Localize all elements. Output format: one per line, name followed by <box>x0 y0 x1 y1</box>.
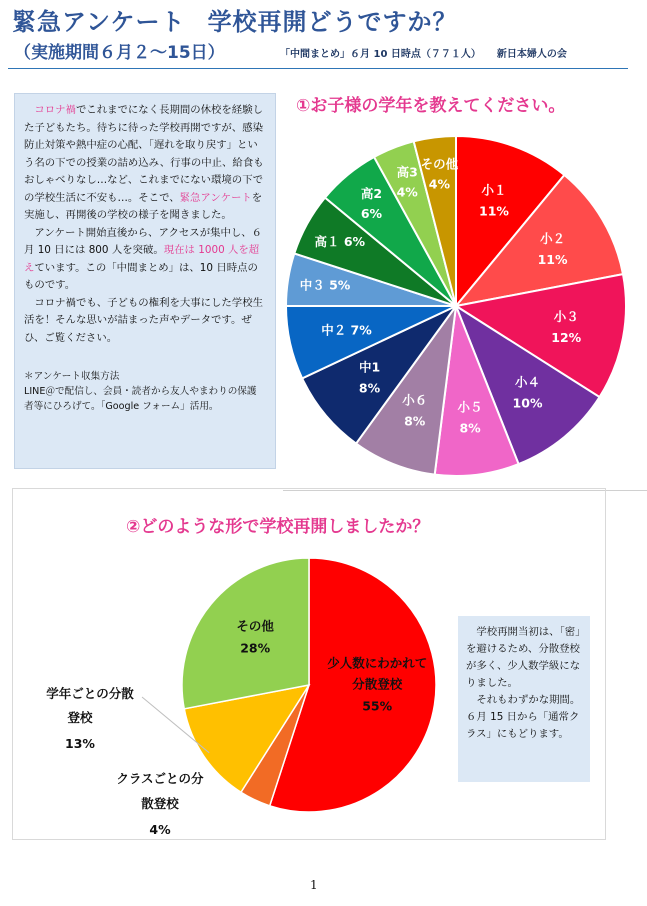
slice-label-grade: 小１ <box>481 182 507 198</box>
title-part-1: 緊急アンケート <box>12 8 186 36</box>
side-note-paragraph-1: 学校再開当初は、「密」を避けるため、分散登校が多く、少人数学級になりました。 <box>466 626 581 689</box>
slice-value-grade: 4% <box>428 176 450 192</box>
slice-value-format: 28% <box>240 640 271 656</box>
slice-label-grade: 小６ <box>402 392 428 408</box>
slice-label-grade: 小２ <box>540 230 566 246</box>
slice-value-grade: 8% <box>358 380 381 396</box>
slice-value-grade: 8% <box>404 413 426 429</box>
q2-chart-title: ②どのような形で学校再開しましたか？ <box>126 517 430 537</box>
intro-text: でこれまでになく長期間の休校を経験した子どもたち。待ちに待った学校再開ですが、感染防止対策や熱中症の心配、「遅れを取り戻す」という名の下での授業の詰め込み、行事の中止、給食もおしゃべりなし…など、これまでにない環境の下での学校生活に不安も…。そこで、 <box>24 104 264 204</box>
slice-value-format: 4% <box>149 822 171 837</box>
slice-label-format: 少人数にわかれて <box>327 655 428 671</box>
intro-highlight-covid: コロナ禍 <box>34 104 76 116</box>
slice-label-format: その他 <box>236 618 274 634</box>
intro-text: ています。この「中間まとめ」は、10 日時点のものです。 <box>24 261 258 291</box>
slice-label-grade: 小５ <box>457 399 483 415</box>
q1-chart-title: ①お子様の学年を教えてください。 <box>296 96 566 116</box>
slice-label-grade: 小３ <box>553 309 579 325</box>
slice-value-format: 55% <box>362 698 393 714</box>
slice-value-grade: 11% <box>537 251 568 267</box>
slice-label-grade: 高１ 6% <box>314 234 366 250</box>
slice-label-format: 学年ごとの分散 <box>46 686 134 701</box>
intro-text: アンケート開始直後から、アクセスが集中し、６月 10 日には 800 人を突破。 <box>24 226 263 256</box>
title-part-2: 学校再開どうですか？ <box>207 8 458 36</box>
slice-label-format: 登校 <box>67 710 93 725</box>
slice-label-grade: 中２ 7% <box>321 322 372 338</box>
interim-date: 「中間まとめ」６月 10 日時点（７７１人） <box>280 49 481 60</box>
intro-paragraph-3: コロナ禍でも、子どもの権利を大事にした学校生活を！そんな思いが詰まった声やデータです。ぜひ、ご覧ください。 <box>24 296 263 344</box>
intro-highlight-survey: 緊急アンケート <box>179 191 252 204</box>
survey-period: （実施期間６月２〜15日） <box>14 43 225 63</box>
slice-label-format: 分散登校 <box>352 676 403 692</box>
slice-label-grade: 中1 <box>358 359 381 375</box>
page-number: 1 <box>310 878 318 892</box>
slice-value-grade: 12% <box>551 330 582 346</box>
slice-value-grade: 10% <box>512 395 543 411</box>
slice-value-grade: 6% <box>360 205 383 221</box>
method-title: ＊アンケート収集方法 <box>24 371 120 382</box>
intro-text: を実施し、再開後の学校の様子を聞きました。 <box>24 191 263 221</box>
slice-label-grade: 小４ <box>515 374 541 390</box>
organization-name: 新日本婦人の会 <box>496 49 567 60</box>
slice-label-grade: その他 <box>420 156 459 172</box>
side-note-paragraph-2: それもわずかな期間。６月 15 日から「通常クラス」にもどります。 <box>466 694 581 740</box>
intro-highlight-count: 現在は 1000 人を超え <box>24 244 260 274</box>
slice-label-format: クラスごとの分 <box>116 771 204 786</box>
slice-label-grade: 高3 <box>396 164 418 180</box>
slice-value-grade: 4% <box>396 184 418 200</box>
slice-value-format: 13% <box>65 736 95 751</box>
slice-value-grade: 8% <box>459 420 481 436</box>
slice-value-grade: 11% <box>479 203 509 219</box>
slice-label-grade: 中３ 5% <box>299 277 351 293</box>
method-body: LINE＠で配信し、会員・読者から友人やまわりの保護者等にひろげて。「Google フォーム」活用。 <box>24 386 257 412</box>
slice-label-format: 散登校 <box>141 796 179 811</box>
slice-label-grade: 高2 <box>360 185 383 201</box>
